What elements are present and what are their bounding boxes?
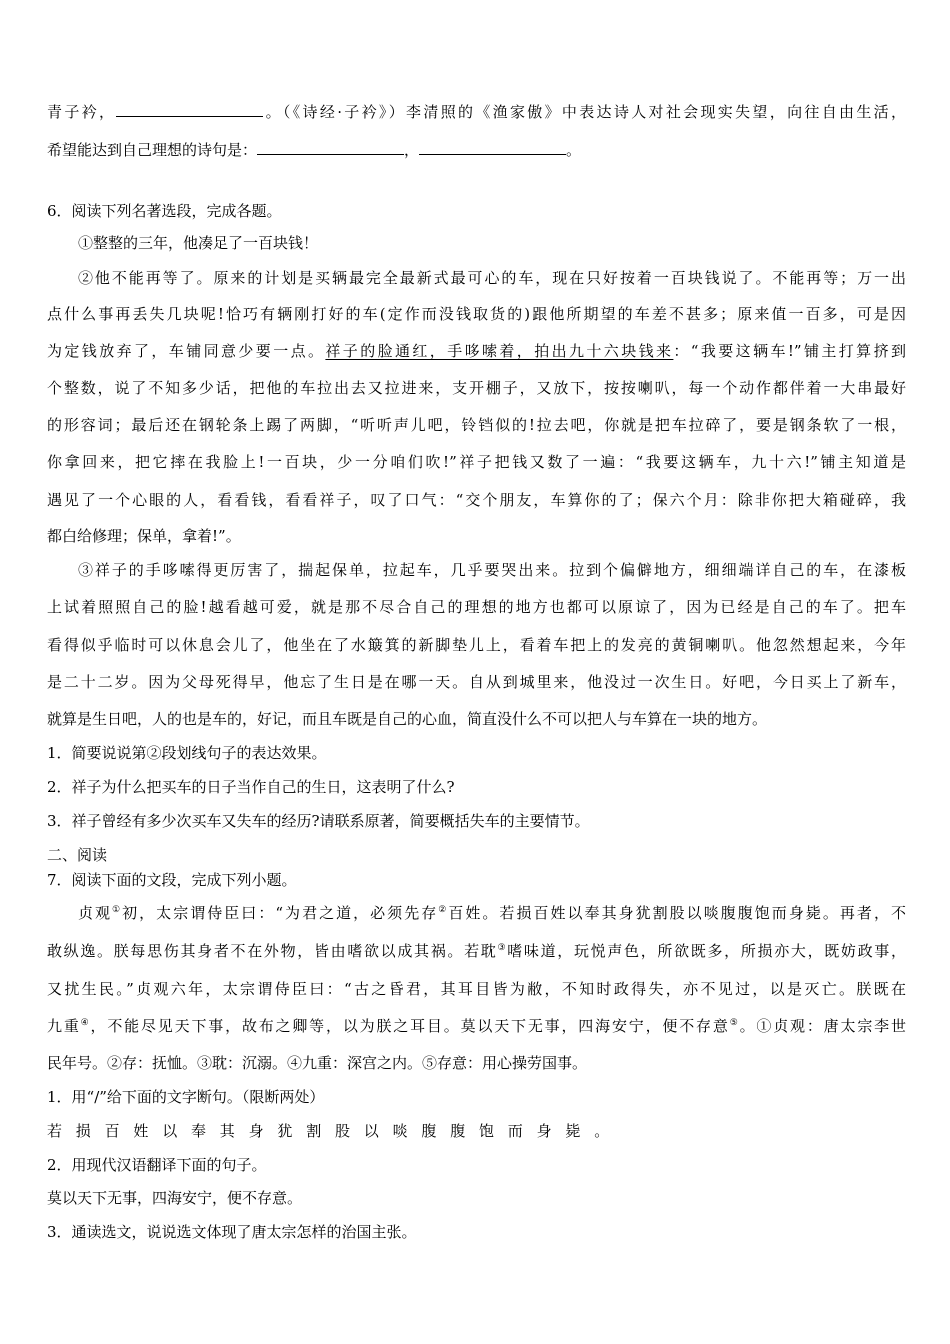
q7-question-1: 1．用“/”给下面的文字断句。（限断两处） bbox=[47, 1088, 325, 1106]
poem-text: ， bbox=[404, 141, 420, 159]
q6-para-2-line: 你拿回来，把它摔在我脸上!一百块，少一分咱们吹!”祥子把钱又数了一遍：“我要这辆车，九十六!”铺主知道是 bbox=[47, 453, 906, 471]
q6-para-3-line: 看得似乎临时可以休息会儿了，他坐在了水簸箕的新脚垫儿上，看着车把上的发亮的黄铜喇叭。他忽然想起来，今年 bbox=[47, 636, 906, 654]
q6-para-3-line: 是二十二岁。因为父母死得早，他忘了生日是在哪一天。自从到城里来，他没过一次生日。好吧，今日买上了新车， bbox=[47, 673, 906, 691]
q7-q2-sentence: 莫以天下无事，四海安宁，便不存意。 bbox=[47, 1189, 303, 1207]
q6-para-2-line: 点什么事再丢失几块呢!恰巧有辆刚打好的车(定作而没钱取货的)跟他所期望的车差不甚多；原来值一百多，可是因 bbox=[47, 305, 906, 323]
q7-passage-line bbox=[78, 903, 906, 923]
q7-passage-line bbox=[47, 941, 906, 961]
poem-line-1 bbox=[47, 102, 906, 122]
text-run: ：“我要这辆车!”铺主打算挤到 bbox=[673, 342, 906, 360]
text-run: 百姓。若损百姓以奉其身犹割股以啖腹腹饱而身毙。再者，不 bbox=[448, 904, 906, 922]
poem-text: 。（《诗经·子衿》）李清照的《渔家傲》中表达诗人对社会现实失望，向往自由生活， bbox=[263, 103, 906, 121]
answer-blank[interactable] bbox=[116, 102, 263, 117]
q7-passage-line: 又扰生民。”贞观六年，太宗谓侍臣曰：“古之昏君，其耳目皆为敝，不知时政得失，亦不见过，以是灭亡。朕既在 bbox=[47, 980, 906, 998]
section-heading: 二、阅读 bbox=[47, 846, 108, 864]
q6-para-2-line: 都白给修理；保单，拿着!”。 bbox=[47, 527, 241, 545]
q6-para-2-line: 个整数，说了不知多少话，把他的车拉出去又拉进来，支开棚子，又放下，按按喇叭，每一个动作都伴着一大串最好 bbox=[47, 379, 906, 397]
footnote-marker: ⑤ bbox=[729, 1018, 740, 1028]
footnote-marker: ② bbox=[438, 905, 449, 915]
text-run: 为定钱放弃了，车铺同意少要一点。 bbox=[47, 342, 326, 360]
poem-line-2 bbox=[47, 140, 581, 160]
poem-text: 希望能达到自己理想的诗句是： bbox=[47, 141, 258, 159]
answer-blank[interactable] bbox=[419, 140, 566, 155]
text-run: 九重 bbox=[47, 1017, 81, 1035]
q7-heading: 7．阅读下面的文段，完成下列小题。 bbox=[47, 871, 297, 889]
footnote-marker: ③ bbox=[497, 943, 508, 953]
q6-heading: 6．阅读下列名著选段，完成各题。 bbox=[47, 202, 282, 220]
text-run: ，不能尽见天下事，故布之卿等，以为朕之耳目。莫以天下无事，四海安宁，便不存意 bbox=[90, 1017, 730, 1035]
q6-question-2: 2．祥子为什么把买车的日子当作自己的生日，这表明了什么? bbox=[47, 778, 455, 796]
q7-passage-line: 民年号。②存：抚恤。③耽：沉溺。④九重：深宫之内。⑤存意：用心操劳国事。 bbox=[47, 1054, 588, 1072]
q6-para-2-line: 的形容词；最后还在钢轮条上踢了两脚，“听听声儿吧，铃铛似的!拉去吧，你就是把车拉碎了，要是钢条软了一根， bbox=[47, 416, 906, 434]
poem-text: 青子衿， bbox=[47, 103, 117, 121]
q6-para-2-line: ②他不能再等了。原来的计划是买辆最完全最新式最可心的车，现在只好按着一百块钱说了。不能再等；万一出 bbox=[78, 269, 906, 287]
q7-question-3: 3．通读选文，说说选文体现了唐太宗怎样的治国主张。 bbox=[47, 1223, 417, 1241]
text-run: 嗜味道，玩悦声色，所欲既多，所损亦大，既妨政事， bbox=[507, 942, 906, 960]
footnote-marker: ④ bbox=[80, 1018, 91, 1028]
text-run: 初，太宗谓侍臣曰：“为君之道，必须先存 bbox=[122, 904, 439, 922]
footnote-marker: ① bbox=[112, 905, 123, 915]
q6-question-1: 1．简要说说第②段划线句子的表达效果。 bbox=[47, 744, 327, 762]
q7-q1-sentence: 若损百姓以奉其身犹割股以啖腹腹饱而身毙。 bbox=[47, 1122, 624, 1140]
q6-question-3: 3．祥子曾经有多少次买车又失车的经历?请联系原著，简要概括失车的主要情节。 bbox=[47, 812, 590, 830]
underlined-sentence: 祥子的脸通红，手哆嗦着，拍出九十六块钱来 bbox=[325, 342, 674, 360]
q6-para-3-line: ③祥子的手哆嗦得更厉害了，揣起保单，拉起车，几乎要哭出来。拉到个偏僻地方，细细端详自己的车，在漆板 bbox=[78, 561, 906, 579]
poem-text: 。 bbox=[566, 141, 582, 159]
q6-para-2-line: 遇见了一个心眼的人，看看钱，看看祥子，叹了口气：“交个朋友，车算你的了；保六个月：除非你把大箱碰碎，我 bbox=[47, 491, 906, 509]
q6-para-2-line bbox=[47, 341, 906, 361]
text-run: 贞观 bbox=[78, 904, 113, 922]
q6-para-1: ①整整的三年，他凑足了一百块钱！ bbox=[78, 234, 319, 252]
text-run: 。①贞观：唐太宗李世 bbox=[739, 1017, 906, 1035]
q6-para-3-line: 就算是生日吧，人的也是车的，好记，而且车既是自己的心血，简直没什么不可以把人与车算在一块的地方。 bbox=[47, 710, 768, 728]
q6-para-3-line: 上试着照照自己的脸!越看越可爱，就是那不尽合自己的理想的地方也都可以原谅了，因为已经是自己的车了。把车 bbox=[47, 598, 906, 616]
q7-passage-line bbox=[47, 1016, 906, 1036]
answer-blank[interactable] bbox=[257, 140, 404, 155]
text-run: 敢纵逸。朕每思伤其身者不在外物，皆由嗜欲以成其祸。若耽 bbox=[47, 942, 498, 960]
q7-question-2: 2．用现代汉语翻译下面的句子。 bbox=[47, 1156, 267, 1174]
